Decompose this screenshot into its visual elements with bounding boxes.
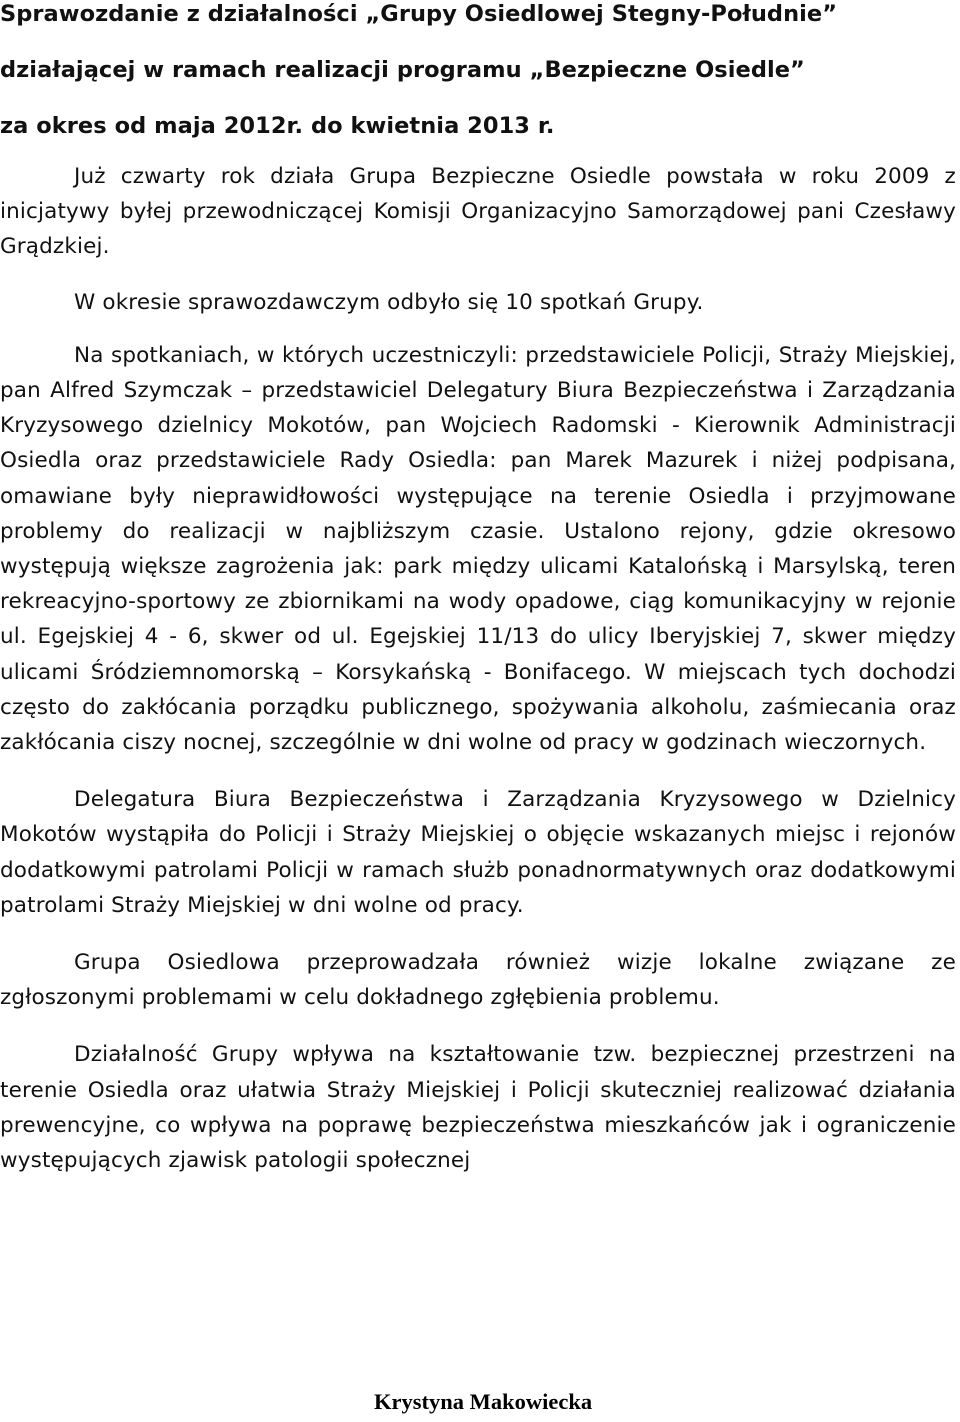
paragraph-impact: Działalność Grupy wpływa na kształtowanie tzw. bezpiecznej przestrzeni na terenie Osiedla oraz ułatwia Straży Miejskiej i Policji skuteczniej realizować działania prewencyjne, co wpływa na poprawę bezpieczeństwa mieszkańców jak i ograniczenie występujących zjawisk patologii społecznej [0, 1042, 956, 1174]
paragraph-site-visits: Grupa Osiedlowa przeprowadzała również wizje lokalne związane ze zgłoszonymi problemami w celu dokładnego zgłębienia problemu. [0, 950, 956, 1011]
title-line: działającej w ramach realizacji programu „Bezpieczne Osiedle” [0, 57, 805, 83]
paragraph-meetings-count: W okresie sprawozdawczym odbyło się 10 spotkań Grupy. [74, 289, 704, 315]
paragraph-meeting-details: Na spotkaniach, w których uczestniczyli: przedstawiciele Policji, Straży Miejskiej, pan Alfred Szymczak – przedstawiciel Delegatury Biura Bezpieczeństwa i Zarządzania Kryzysowego dzielnicy Mokotów, pan Wojciech Radomski - Kierownik Administracji Osiedla oraz przedstawiciele Rady Osiedla: pan Marek Mazurek i niżej podpisana, omawiane były nieprawidłowości występujące na terenie Osiedla i przyjmowane problemy do realizacji w najbliższym czasie. Ustalono rejony, gdzie okresowo występują większe zagrożenia jak: park między ulicami Katalońską i Marsylską, teren rekreacyjno-sportowy ze zbiornikami na wody opadowe, ciąg komunikacyjny w rejonie ul. Egejskiej 4 - 6, skwer od ul. Egejskiej 11/13 do ulicy Iberyjskiej 7, skwer między ulicami Śródziemnomorską – Korsykańską - Bonifacego. W miejscach tych dochodzi często do zakłócania porządku publicznego, spożywania alkoholu, zaśmiecania oraz zakłócania ciszy nocnej, szczególnie w dni wolne od pracy w godzinach wieczornych. [0, 342, 956, 756]
paragraph-history: Już czwarty rok działa Grupa Bezpieczne Osiedle powstała w roku 2009 z inicjatywy byłej przewodniczącej Komisji Organizacyjno Samorządowej pani Czesławy Grądzkiej. [0, 164, 956, 260]
title-line: Sprawozdanie z działalności „Grupy Osiedlowej Stegny-Południe” [0, 1, 838, 27]
paragraph-delegatura: Delegatura Biura Bezpieczeństwa i Zarządzania Kryzysowego w Dzielnicy Mokotów wystąpiła do Policji i Straży Miejskiej o objęcie wskazanych miejsc i rejonów dodatkowymi patrolami Policji w ramach służb ponadnormatywnych oraz dodatkowymi patrolami Straży Miejskiej w dni wolne od pracy. [0, 787, 956, 918]
document-title [0, 0, 956, 154]
title-line: za okres od maja 2012r. do kwietnia 2013 r. [0, 113, 555, 139]
signature: Krystyna Makowiecka [374, 1389, 593, 1414]
